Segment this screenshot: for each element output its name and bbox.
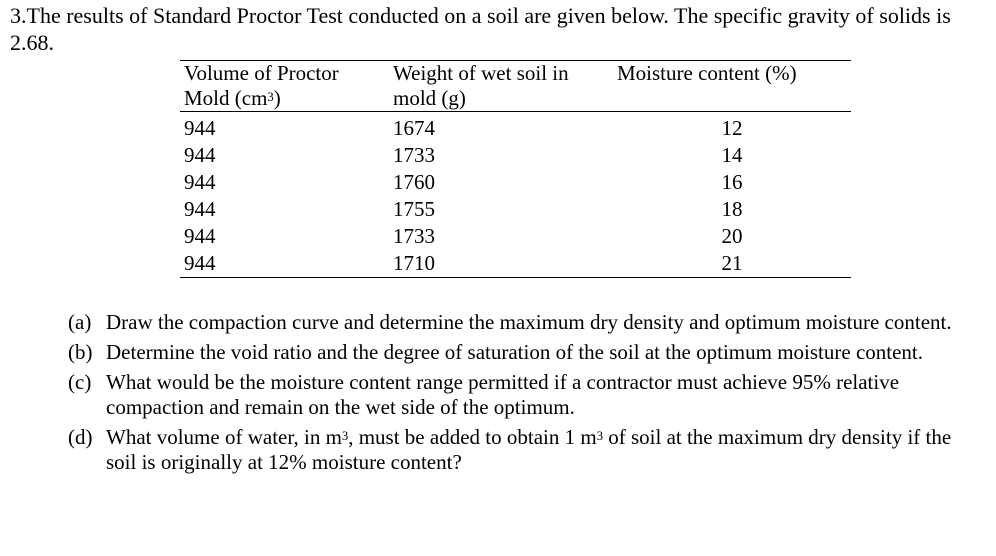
question-text: What volume of water, in $m^3$, must be added to obtain 1 $m^3$ of soil at the maximum dry density if the soil is originally at 12% moisture content?: [106, 425, 952, 474]
question-label: (a): [68, 310, 92, 334]
cell-moisture: 21: [721, 251, 743, 275]
cell-volume: 944: [184, 170, 216, 194]
cell-volume: 944: [184, 197, 216, 221]
cell-moisture: 14: [721, 143, 743, 167]
cell-weight: 1733: [393, 224, 435, 248]
cell-volume: 944: [184, 251, 216, 275]
table-row: [180, 196, 851, 223]
cell-volume: 944: [184, 143, 216, 167]
table-row: [180, 250, 851, 278]
cell-volume: 944: [184, 116, 216, 140]
header-weight: Weight of wet soil in mold (g): [393, 61, 569, 110]
table-row: [180, 142, 851, 169]
cell-weight: 1733: [393, 143, 435, 167]
problem-number: 3.: [10, 3, 27, 28]
cell-moisture: 16: [721, 170, 743, 194]
table-row: [180, 223, 851, 250]
proctor-test-table: [180, 60, 851, 278]
question-label: (d): [68, 425, 93, 449]
question-c: [68, 370, 978, 420]
table-header-row: [180, 61, 851, 112]
cell-moisture: 12: [721, 116, 743, 140]
question-text: What would be the moisture content range permitted if a contractor must achieve 95% relative compaction and remain on the wet side of the optimum.: [106, 370, 900, 419]
problem-statement: [10, 2, 980, 56]
question-label: (c): [68, 370, 92, 394]
cell-volume: 944: [184, 224, 216, 248]
table-row: [180, 112, 851, 143]
problem-text: The results of Standard Proctor Test conducted on a soil are given below. The specific gravity of solids is 2.68.: [10, 3, 951, 55]
question-text: Determine the void ratio and the degree of saturation of the soil at the optimum moisture content.: [106, 340, 924, 364]
cell-weight: 1760: [393, 170, 435, 194]
question-d: [68, 425, 978, 475]
header-moisture: Moisture content (%): [617, 61, 797, 85]
table-row: [180, 169, 851, 196]
question-label: (b): [68, 340, 93, 364]
cell-moisture: 20: [721, 224, 743, 248]
header-volume: Volume of Proctor Mold $(cm^3)$: [184, 61, 339, 110]
cell-weight: 1710: [393, 251, 435, 275]
question-b: [68, 340, 978, 365]
cell-weight: 1755: [393, 197, 435, 221]
question-a: [68, 310, 978, 335]
question-text: Draw the compaction curve and determine the maximum dry density and optimum moisture content.: [106, 310, 952, 334]
cell-weight: 1674: [393, 116, 435, 140]
cell-moisture: 18: [721, 197, 743, 221]
questions-list: [68, 310, 978, 480]
